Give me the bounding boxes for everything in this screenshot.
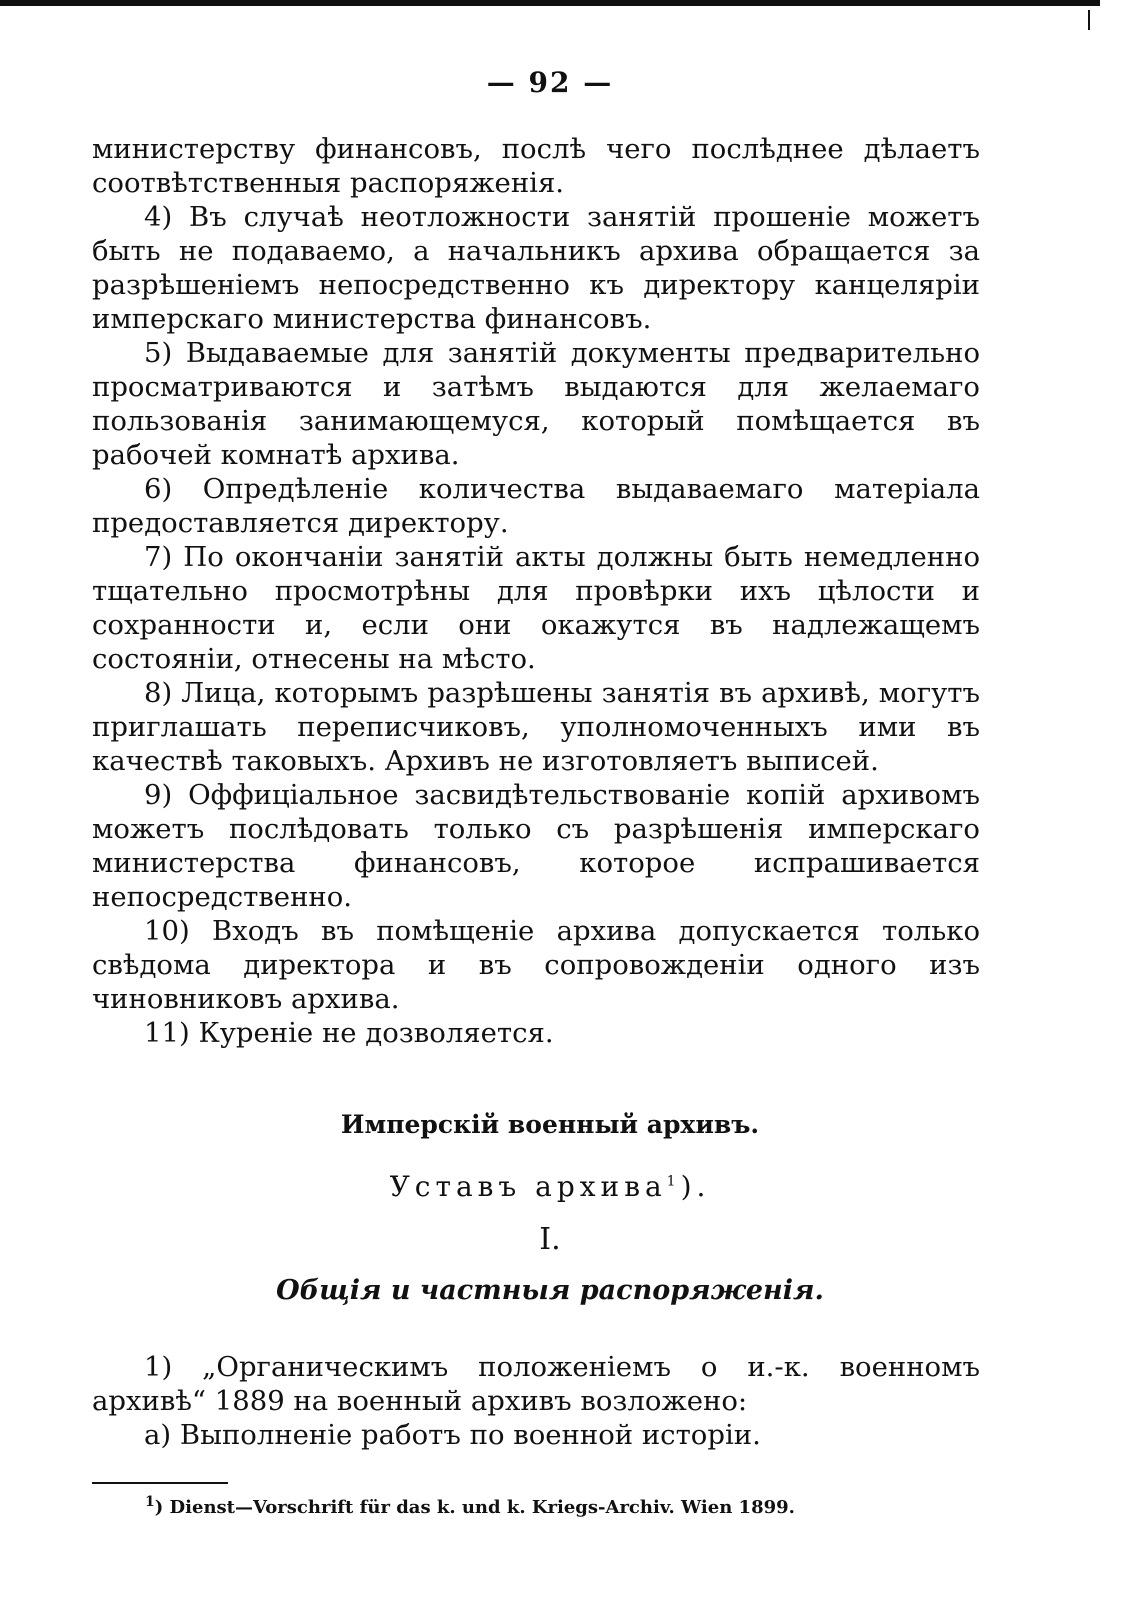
paragraph-item-1: 1) „Органическимъ положеніемъ о и.-к. военномъ архивѣ“ 1889 на военный архивъ возложено: <box>92 1351 980 1417</box>
paragraph-item-8: 8) Лица, которымъ разрѣшены занятія въ архивѣ, могутъ приглашать переписчиковъ, уполномоченныхъ ими въ качествѣ таковыхъ. Архивъ не изготовляетъ выписей. <box>92 677 980 777</box>
italic-heading: Общія и частныя распоряженія. <box>276 1275 824 1306</box>
footnote-mark-tail: ) <box>154 1497 164 1518</box>
subsection-title <box>0 1170 1100 1203</box>
scan-right-edge <box>1088 10 1090 30</box>
body-text-2 <box>92 1350 980 1452</box>
paragraph-continuation: министерству финансовъ, послѣ чего послѣднее дѣлаетъ соотвѣтственныя распоряженія. <box>92 133 980 199</box>
paragraph-item-5: 5) Выдаваемые для занятій документы предварительно просматриваются и затѣмъ выдаются для желаемаго пользованія занимающемуся, который помѣщается въ рабочей комнатѣ архива. <box>92 337 980 471</box>
subsection-title-text: Уставъ архива <box>389 1170 667 1203</box>
footnote-text: Dienst—Vorschrift für das k. und k. Kriegs-Archiv. Wien 1899. <box>163 1497 795 1518</box>
page-number: — 92 — <box>486 66 614 99</box>
paragraph-item-11: 11) Куреніе не дозволяется. <box>144 1017 554 1049</box>
roman-numeral-heading: I. <box>539 1222 561 1257</box>
paragraph-item-6: 6) Опредѣленіе количества выдаваемаго матеріала предоставляется директору. <box>92 473 980 539</box>
body-text <box>92 132 980 1050</box>
footnote-reference: 1 <box>666 1173 681 1190</box>
footnote-divider <box>92 1482 228 1484</box>
subsection-title-tail: ). <box>680 1170 711 1203</box>
paragraph-item-a: a) Выполненіе работъ по военной исторіи. <box>144 1419 761 1451</box>
footnote-mark: 1 <box>145 1494 155 1510</box>
scan-top-border <box>0 0 1100 6</box>
paragraph-item-4: 4) Въ случаѣ неотложности занятій прошеніе можетъ быть не подаваемо, а начальникъ архива обращается за разрѣшеніемъ непосредственно къ директору канцеляріи имперскаго министерства финансовъ. <box>92 201 980 335</box>
paragraph-item-9: 9) Оффиціальное засвидѣтельствованіе копій архивомъ можетъ послѣдовать только съ разрѣшенія имперскаго министерства финансовъ, которое испрашивается непосредственно. <box>92 779 980 913</box>
footnote <box>145 1494 795 1518</box>
section-title: Имперскій военный архивъ. <box>340 1110 760 1139</box>
paragraph-item-10: 10) Входъ въ помѣщеніе архива допускается только свѣдома директора и въ сопровожденіи одного изъ чиновниковъ архива. <box>92 915 980 1015</box>
paragraph-item-7: 7) По окончаніи занятій акты должны быть немедленно тщательно просмотрѣны для провѣрки ихъ цѣлости и сохранности и, если они окажутся въ надлежащемъ состояніи, отнесены на мѣсто. <box>92 541 980 675</box>
